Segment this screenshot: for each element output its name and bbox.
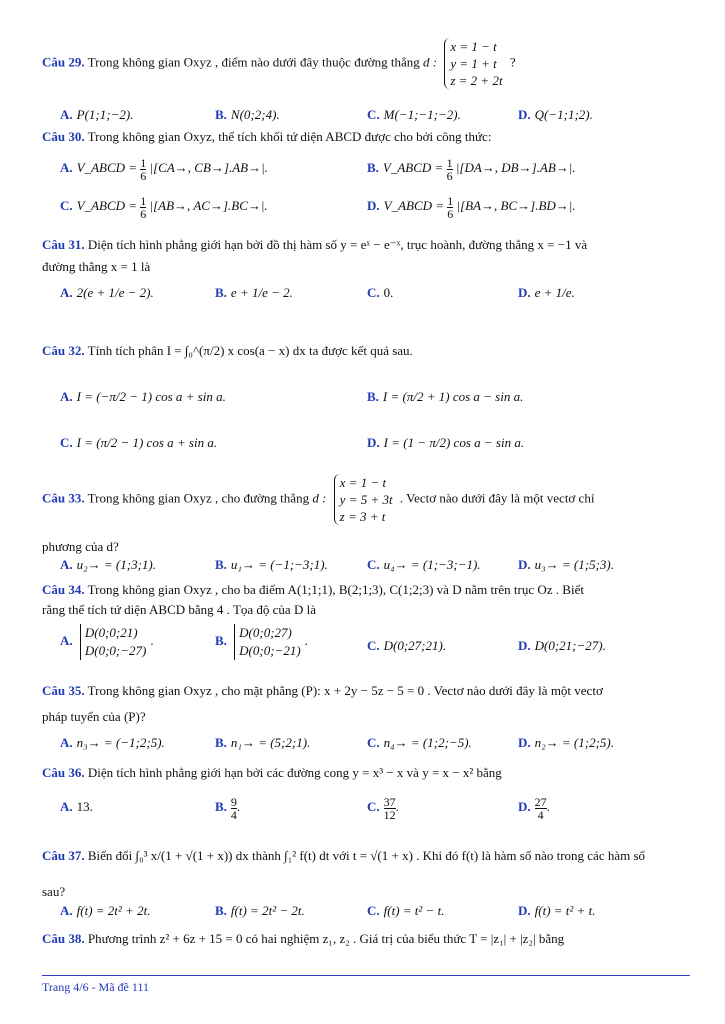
option-a[interactable]: A. D(0;0;21) D(0;0;−27) .	[60, 625, 154, 658]
answer-row	[60, 104, 700, 126]
option-a[interactable]: A. P(1;1;−2).	[60, 107, 134, 122]
line-label: d :	[312, 490, 327, 506]
option-b[interactable]: B. u₁→ = (−1;−3;1).	[215, 557, 328, 572]
option-b[interactable]: B. I = (π/2 + 1) cos a − sin a.	[367, 389, 524, 404]
option-a[interactable]: A. f(t) = 2t² + 2t.	[60, 903, 151, 918]
question-text-cont: pháp tuyến của (P)?	[42, 709, 146, 724]
answer-row	[60, 282, 700, 304]
option-c[interactable]: C. 0.	[367, 285, 394, 300]
option-c[interactable]: C. I = (π/2 − 1) cos a + sin a.	[60, 435, 218, 450]
answer-row	[60, 732, 700, 754]
answer-row	[60, 386, 700, 408]
option-c[interactable]: C. u₄→ = (1;−3;−1).	[367, 557, 481, 572]
option-b[interactable]: B. e + 1/e − 2.	[215, 285, 293, 300]
question-text: Tính tích phân I = ∫₀^(π/2) x cos(a − x) dx ta được kết quả sau.	[87, 343, 413, 358]
line-equation-system: x = 1 − t y = 5 + 3t z = 3 + t	[334, 474, 393, 525]
option-a[interactable]: A. V_ABCD = $\frac{1}{6}$ |[CA→, CB→].AB→|.	[60, 155, 268, 183]
question-text-cont: đường thẳng x = 1 là	[42, 259, 151, 274]
question-34	[42, 580, 692, 620]
question-text: Trong không gian Oxyz , cho đường thẳng	[87, 490, 310, 506]
question-text: Trong không gian Oxyz, thể tích khối tứ diện ABCD được cho bởi công thức:	[87, 129, 492, 144]
answer-row	[60, 790, 700, 824]
answer-row	[60, 554, 700, 576]
option-c[interactable]: C. D(0;27;21).	[367, 638, 447, 653]
option-a[interactable]: A. I = (−π/2 − 1) cos a + sin a.	[60, 389, 226, 404]
option-c[interactable]: C. M(−1;−1;−2).	[367, 107, 461, 122]
option-b[interactable]: B. N(0;2;4).	[215, 107, 280, 122]
question-number: Câu 37.	[42, 848, 85, 863]
question-text: Trong không gian Oxyz , điểm nào dưới đây thuộc đường thẳng	[87, 54, 420, 70]
option-a[interactable]: A. 2(e + 1/e − 2).	[60, 285, 154, 300]
question-36	[42, 764, 692, 782]
question-text-cont: rằng thể tích tứ diện ABCD bằng 4 . Tọa độ của D là	[42, 602, 316, 617]
option-a[interactable]: A. u₂→ = (1;3;1).	[60, 557, 156, 572]
question-text: Diện tích hình phẳng giới hạn bởi các đường cong y = x³ − x và y = x − x² bằng	[87, 765, 502, 780]
question-text: Trong không gian Oxyz , cho mặt phẳng (P): x + 2y − 5z − 5 = 0 . Vectơ nào dưới đây là một vectơ	[87, 683, 603, 698]
option-d[interactable]: D. I = (1 − π/2) cos a − sin a.	[367, 435, 525, 450]
footer-divider	[42, 975, 690, 976]
question-number: Câu 35.	[42, 683, 85, 698]
question-29: Câu 29. Trong không gian Oxyz , điểm nào dưới đây thuộc đường thẳng d : x = 1 − t y = 1 + t z = 2 + 2t ?	[42, 39, 516, 88]
question-number: Câu 38.	[42, 931, 85, 946]
option-b[interactable]: B. V_ABCD = $\frac{1}{6}$ |[DA→, DB→].AB→|.	[367, 155, 576, 183]
question-number: Câu 33.	[42, 490, 85, 506]
question-text: Phương trình z² + 6z + 15 = 0 có hai nghiệm z₁, z₂ . Giá trị của biểu thức T = |z₁| + |z₂| bằng	[87, 931, 565, 946]
answer-row	[60, 900, 700, 922]
option-d[interactable]: D. f(t) = t² + t.	[518, 903, 596, 918]
question-33: Câu 33. Trong không gian Oxyz , cho đường thẳng d : x = 1 − t y = 5 + 3t z = 3 + t . Vectơ nào dưới đây là một vectơ chỉ	[42, 475, 595, 524]
question-31	[42, 234, 692, 278]
page-footer: Trang 4/6 - Mã đề 111	[42, 980, 149, 994]
question-32	[42, 342, 692, 360]
answer-row	[60, 432, 700, 454]
option-d[interactable]: D. $\frac{27}{4}$ .	[518, 794, 550, 822]
question-text: Diện tích hình phẳng giới hạn bởi đồ thị hàm số y = eˣ − e⁻ˣ, trục hoành, đường thẳng x = −1 và	[87, 237, 588, 252]
question-number: Câu 29.	[42, 54, 85, 70]
line-label: d :	[423, 54, 438, 70]
question-number: Câu 34.	[42, 582, 85, 597]
question-38	[42, 930, 692, 948]
question-text-cont: sau?	[42, 884, 66, 899]
option-c[interactable]: C. V_ABCD = $\frac{1}{6}$ |[AB→, AC→].BC→|.	[60, 193, 268, 221]
option-d[interactable]: D. D(0;21;−27).	[518, 638, 606, 653]
question-30	[42, 128, 692, 146]
option-c[interactable]: C. $\frac{37}{12}$ .	[367, 794, 399, 822]
option-d[interactable]: D. e + 1/e.	[518, 285, 575, 300]
option-b[interactable]: B. $\frac{9}{4}$ .	[215, 794, 241, 822]
question-text: Trong không gian Oxyz , cho ba điểm A(1;1;1), B(2;1;3), C(1;2;3) và D nằm trên trục Oz . Biết	[87, 582, 584, 597]
option-a[interactable]: A. 13.	[60, 799, 93, 814]
option-c[interactable]: C. f(t) = t² − t.	[367, 903, 445, 918]
option-c[interactable]: C. n₄→ = (1;2;−5).	[367, 735, 472, 750]
answer-row	[60, 154, 700, 182]
option-d[interactable]: D. V_ABCD = $\frac{1}{6}$ |[BA→, BC→].BD→|.	[367, 193, 576, 221]
question-text: Biến đổi ∫₀³ x/(1 + √(1 + x)) dx thành ∫₁² f(t) dt với t = √(1 + x) . Khi đó f(t) là hàm số nào trong các hàm số	[87, 848, 646, 863]
question-number: Câu 36.	[42, 765, 85, 780]
line-equation-system: x = 1 − t y = 1 + t z = 2 + 2t	[444, 38, 502, 89]
option-b[interactable]: B. n₁→ = (5;2;1).	[215, 735, 311, 750]
question-33-cont: phương của d?	[42, 539, 119, 554]
option-a[interactable]: A. n₃→ = (−1;2;5).	[60, 735, 165, 750]
question-number: Câu 32.	[42, 343, 85, 358]
option-d[interactable]: D. Q(−1;1;2).	[518, 107, 593, 122]
answer-row	[60, 192, 700, 220]
option-d[interactable]: D. u₃→ = (1;5;3).	[518, 557, 614, 572]
question-35	[42, 678, 692, 730]
option-b[interactable]: B. D(0;0;27) D(0;0;−21) .	[215, 625, 308, 658]
answer-row	[60, 624, 700, 668]
question-number: Câu 31.	[42, 237, 85, 252]
question-number: Câu 30.	[42, 129, 85, 144]
option-b[interactable]: B. f(t) = 2t² − 2t.	[215, 903, 305, 918]
option-d[interactable]: D. n₂→ = (1;2;5).	[518, 735, 614, 750]
